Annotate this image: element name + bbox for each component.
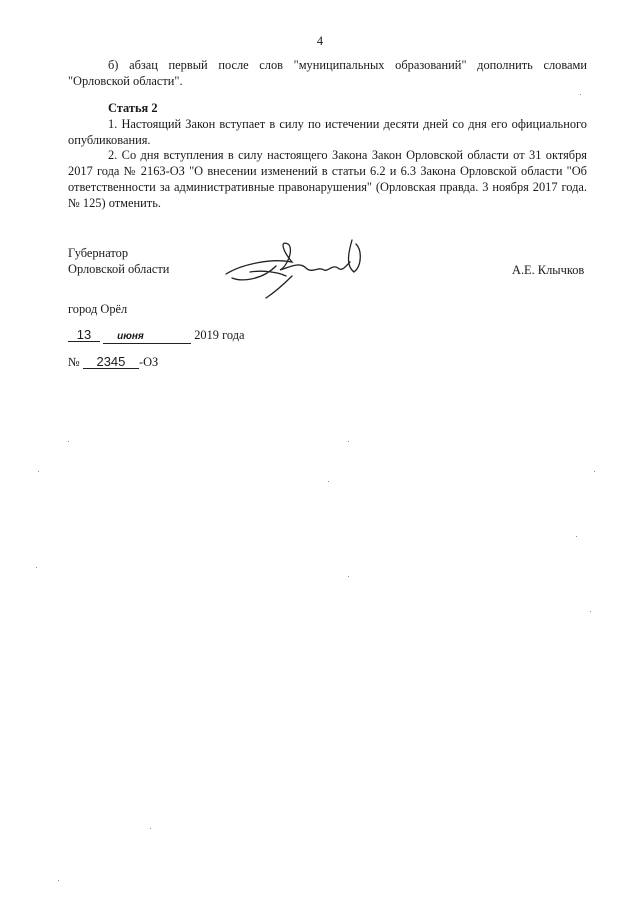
signatory-position <box>68 245 169 277</box>
article-2-item-2: 2. Со дня вступления в силу настоящего Закона Закон Орловской области от 31 октября 2017 года № 2163-ОЗ "О внесении изменений в статьи 6.2 и 6.3 Закона Орловской области "Об ответственности за административные правонарушения" (Орловская правда. 3 ноября 2017 года. № 125) отменить. <box>68 148 587 210</box>
date-year: 2019 года <box>194 328 245 342</box>
law-number-prefix: № <box>68 355 80 369</box>
date-month: июня <box>103 330 191 344</box>
article-2-item-1: 1. Настоящий Закон вступает в силу по истечении десяти дней со дня его официального опубликования. <box>68 116 587 147</box>
signatory-name: А.Е. Клычков <box>512 263 585 277</box>
amendment-paragraph: б) абзац первый после слов "муниципальных образований" дополнить словами "Орловской области". <box>68 58 587 88</box>
scan-speck <box>36 567 37 568</box>
signatory-position-line2: Орловской области <box>68 262 170 276</box>
scan-speck <box>348 441 349 442</box>
amendment-paragraph-block <box>68 58 587 90</box>
page-number: 4 <box>316 34 324 48</box>
article-2 <box>68 101 587 212</box>
scan-speck <box>150 828 151 829</box>
article-2-title: Статья 2 <box>108 101 158 115</box>
signing-date <box>68 328 245 344</box>
handwritten-signature <box>222 236 372 300</box>
scan-speck <box>38 471 39 472</box>
date-day: 13 <box>68 328 100 342</box>
place-of-signing: город Орёл <box>68 302 128 316</box>
scan-speck <box>594 471 595 472</box>
scan-speck <box>68 441 69 442</box>
law-number <box>68 355 158 370</box>
scan-speck <box>590 611 591 612</box>
scan-speck <box>580 94 581 95</box>
scan-speck <box>348 576 349 577</box>
scan-speck <box>58 880 59 881</box>
law-number-suffix: -ОЗ <box>138 355 159 369</box>
scan-speck <box>328 481 329 482</box>
law-number-value: 2345 <box>83 355 139 369</box>
scan-speck <box>576 536 577 537</box>
signatory-position-line1: Губернатор <box>68 246 129 260</box>
